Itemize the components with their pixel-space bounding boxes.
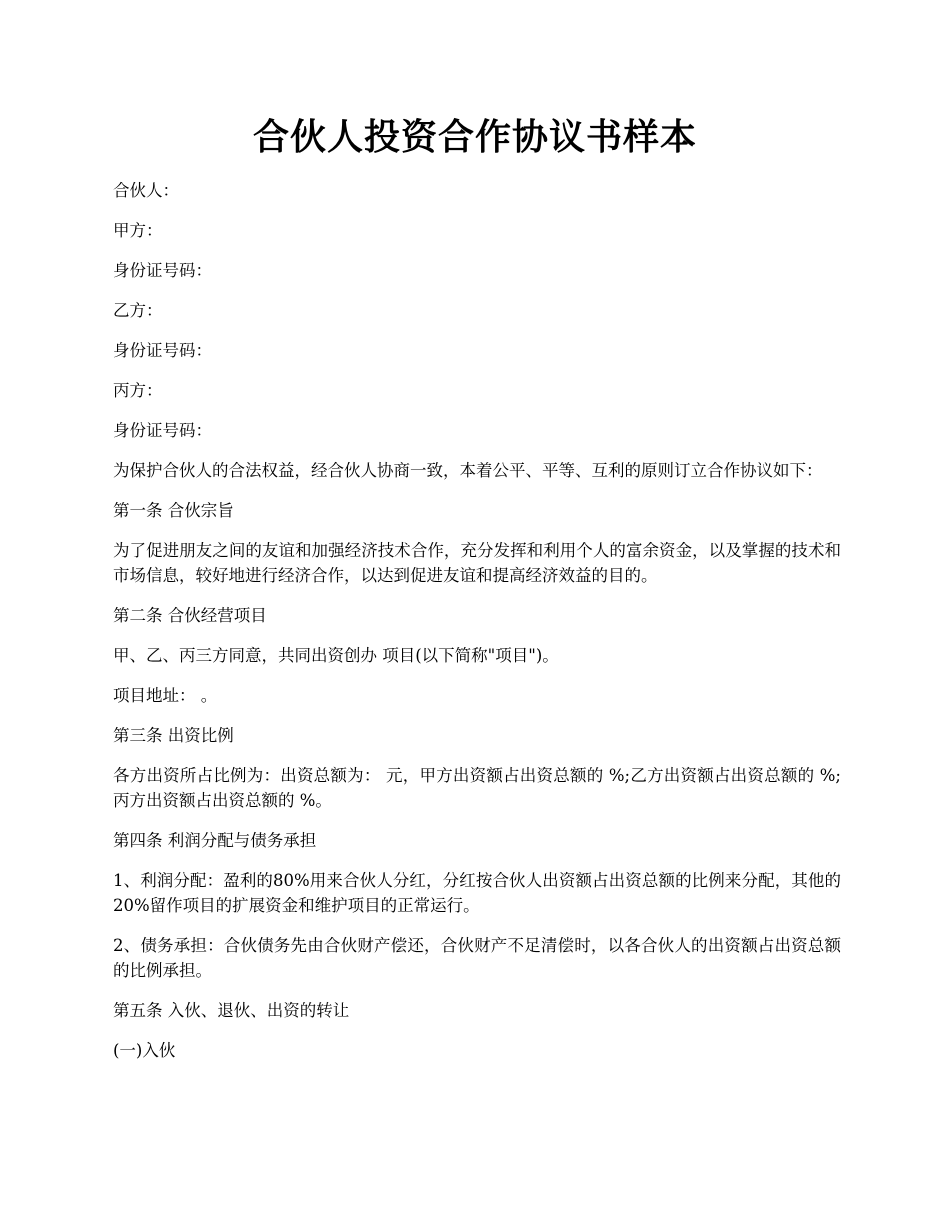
article-5-heading: 第五条 入伙、退伙、出资的转让 bbox=[113, 1001, 350, 1020]
party-b-id-label: 身份证号码： bbox=[113, 341, 212, 360]
project-address: 项目地址： 。 bbox=[113, 686, 218, 705]
party-c-id-label: 身份证号码： bbox=[113, 421, 212, 440]
article-4-heading: 第四条 利润分配与债务承担 bbox=[113, 831, 317, 850]
article-1-heading: 第一条 合伙宗旨 bbox=[113, 501, 234, 520]
profit-distribution-clause: 1、利润分配：盈利的80%用来合伙人分红，分红按合伙人出资额占出资总额的比例来分配，其他的20%留作项目的扩展资金和维护项目的正常运行。 bbox=[113, 871, 841, 915]
party-b-label: 乙方： bbox=[113, 301, 163, 320]
article-2-heading: 第二条 合伙经营项目 bbox=[113, 606, 267, 625]
debt-bearing-clause: 2、债务承担：合伙债务先由合伙财产偿还，合伙财产不足清偿时，以各合伙人的出资额占出资总额的比例承担。 bbox=[113, 936, 841, 980]
preamble-paragraph: 为保护合伙人的合法权益，经合伙人协商一致，本着公平、平等、互利的原则订立合作协议如下： bbox=[113, 461, 823, 480]
party-c-label: 丙方： bbox=[113, 381, 163, 400]
article-1-body: 为了促进朋友之间的友谊和加强经济技术合作，充分发挥和利用个人的富余资金，以及掌握的技术和市场信息，较好地进行经济合作，以达到促进友谊和提高经济效益的目的。 bbox=[113, 541, 841, 585]
document-title: 合伙人投资合作协议书样本 bbox=[252, 116, 697, 158]
party-a-id-label: 身份证号码： bbox=[113, 261, 212, 280]
party-heading: 合伙人： bbox=[113, 181, 179, 200]
article-3-body: 各方出资所占比例为：出资总额为： 元，甲方出资额占出资总额的 %;乙方出资额占出资总额的 %;丙方出资额占出资总额的 %。 bbox=[113, 766, 841, 810]
party-a-label: 甲方： bbox=[113, 221, 163, 240]
joining-subheading: (一)入伙 bbox=[113, 1041, 176, 1060]
article-2-body: 甲、乙、丙三方同意，共同出资创办 项目(以下简称"项目")。 bbox=[113, 646, 559, 665]
article-3-heading: 第三条 出资比例 bbox=[113, 726, 234, 745]
document-body bbox=[113, 178, 841, 1078]
